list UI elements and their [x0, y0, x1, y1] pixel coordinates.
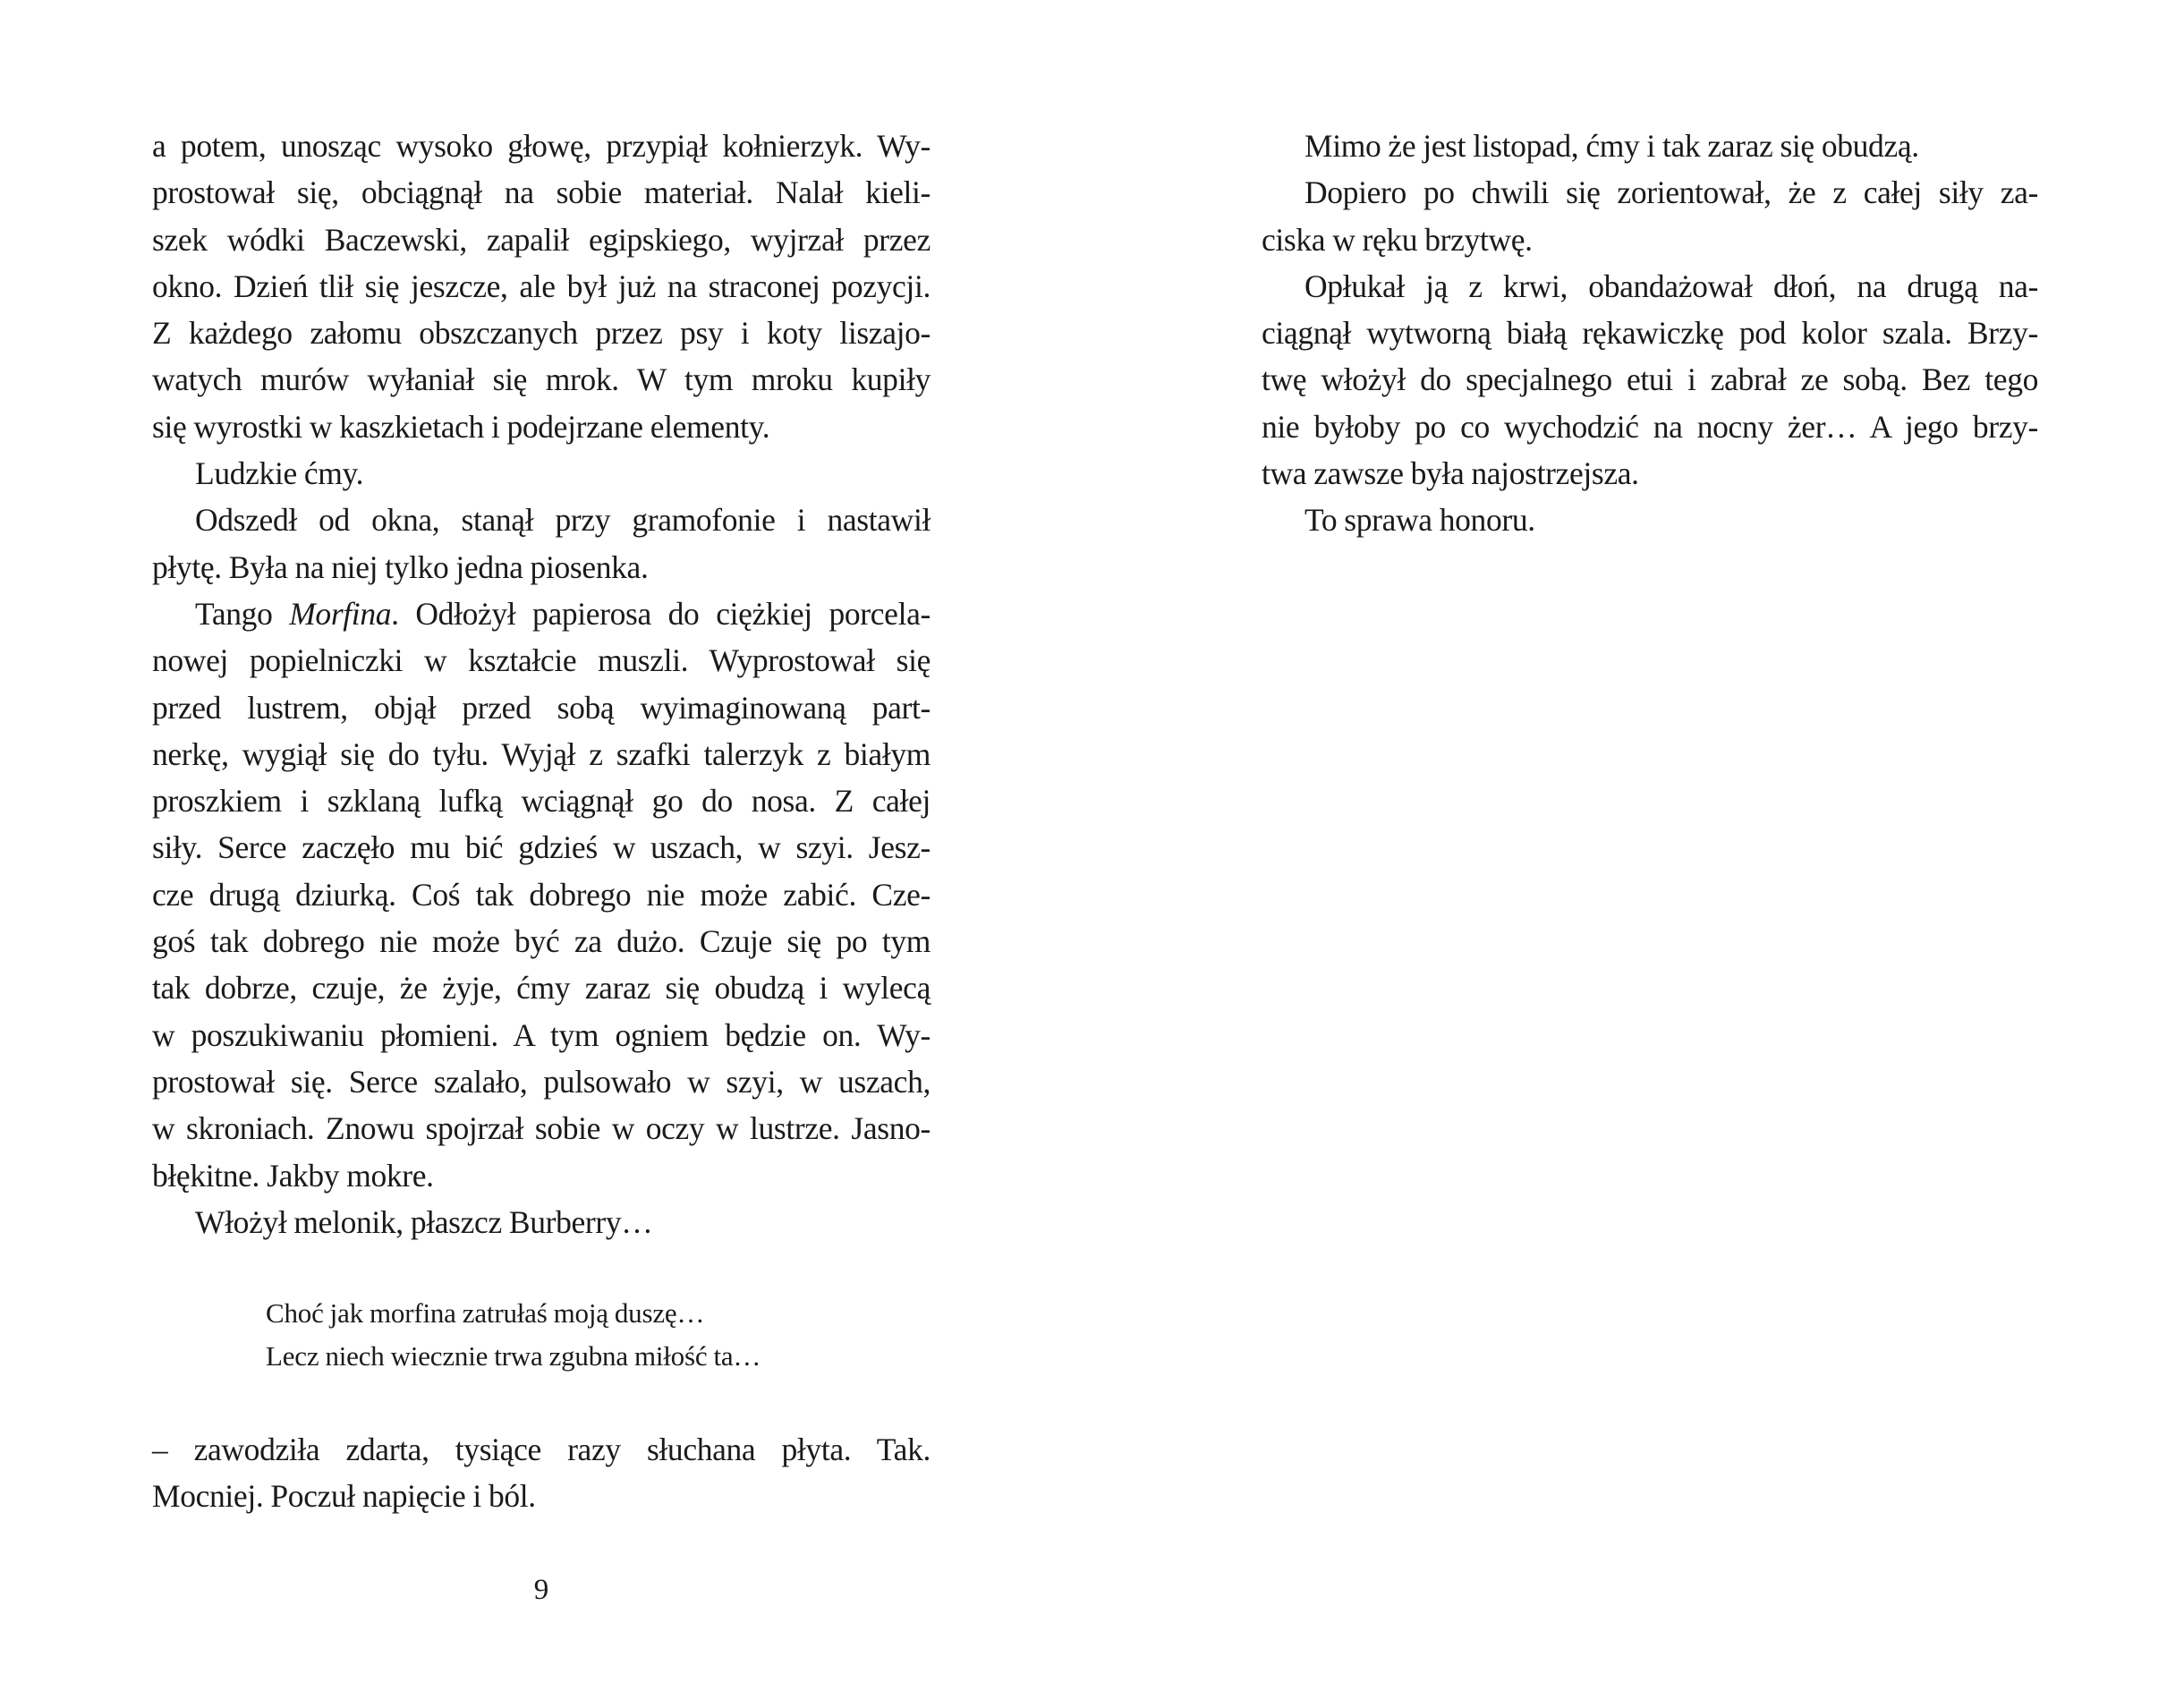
text-line: tak dobrze, czuje, że żyje, ćmy zaraz się obudzą i wylecą: [152, 970, 931, 1007]
text-line: – zawodziła zdarta, tysiące razy słuchana płyta. Tak.: [152, 1432, 931, 1468]
paragraph: [1262, 497, 2038, 543]
text-line: szek wódki Baczewski, zapalił egipskiego, wyjrzał przez: [152, 221, 931, 258]
text-line: cze drugą dziurką. Coś tak dobrego nie może zabić. Cze-: [152, 876, 931, 913]
text-line: twa zawsze była najostrzejsza.: [1262, 455, 1639, 492]
paragraph: [1262, 169, 2038, 263]
text-line: Z każdego załomu obszczanych przez psy i koty liszajo-: [152, 315, 931, 352]
text-line: Mimo że jest listopad, ćmy i tak zaraz się obudzą.: [1304, 128, 1919, 164]
text-line: w skroniach. Znowu spojrzał sobie w oczy w lustrze. Jasno-: [152, 1110, 931, 1147]
right-text-column: [1262, 123, 2038, 544]
text-line: a potem, unosząc wysoko głowę, przypiął kołnierzyk. Wy-: [152, 128, 931, 164]
paragraph: [152, 591, 931, 1199]
text-line: Włożył melonik, płaszcz Burberry…: [195, 1203, 653, 1240]
text-line: przed lustrem, objął przed sobą wyimaginowaną part-: [152, 689, 931, 726]
text-line: Odszedł od okna, stanął przy gramofonie i nastawił: [195, 502, 931, 539]
song-title: Morfina: [289, 595, 392, 632]
text-fragment: Tango: [195, 595, 290, 632]
text-line: płytę. Była na niej tylko jedna piosenka.: [152, 548, 649, 585]
left-text-column: [152, 123, 931, 1520]
right-page: [1092, 0, 2184, 1708]
text-line: nerkę, wygiął się do tyłu. Wyjął z szafki talerzyk z białym: [152, 735, 931, 772]
verse-line: Lecz niech wiecznie trwa zgubna miłość ta…: [266, 1340, 761, 1372]
paragraph: [152, 1199, 931, 1245]
text-fragment: . Odłożył papierosa do ciężkiej porcela-: [391, 595, 931, 632]
text-line: siły. Serce zaczęło mu bić gdzieś w uszach, w szyi. Jesz-: [152, 829, 931, 866]
text-line: nowej popielniczki w kształcie muszli. Wyprostował się: [152, 642, 931, 679]
page-number: 9: [533, 1574, 549, 1606]
song-verse: [152, 1292, 931, 1378]
text-line: [152, 591, 931, 637]
paragraph: [1262, 263, 2038, 497]
paragraph: [152, 497, 931, 591]
text-line: Dopiero po chwili się zorientował, że z całej siły za-: [1304, 174, 2038, 211]
text-line: goś tak dobrego nie może być za dużo. Czuje się po tym: [152, 923, 931, 960]
text-line: Mocniej. Poczuł napięcie i ból.: [152, 1478, 536, 1515]
text-line: watych murów wyłaniał się mrok. W tym mroku kupiły: [152, 361, 931, 398]
text-line: prostował się, obciągnął na sobie materiał. Nalał kieli-: [152, 174, 931, 211]
text-line: okno. Dzień tlił się jeszcze, ale był już na straconej pozycji.: [152, 268, 931, 304]
paragraph: [152, 123, 931, 450]
text-line: To sprawa honoru.: [1304, 502, 1535, 539]
text-line: Ludzkie ćmy.: [195, 455, 364, 492]
text-line: Opłukał ją z krwi, obandażował dłoń, na drugą na-: [1304, 268, 2038, 304]
text-line: twę włożył do specjalnego etui i zabrał ze sobą. Bez tego: [1262, 361, 2038, 398]
text-line: w poszukiwaniu płomieni. A tym ogniem będzie on. Wy-: [152, 1016, 931, 1053]
text-line: ciągnął wytworną białą rękawiczkę pod kolor szala. Brzy-: [1262, 315, 2038, 352]
paragraph: [152, 450, 931, 497]
text-line: proszkiem i szklaną lufką wciągnął go do nosa. Z całej: [152, 783, 931, 820]
text-line: się wyrostki w kaszkietach i podejrzane elementy.: [152, 408, 770, 445]
paragraph: [1262, 123, 2038, 169]
verse-line: Choć jak morfina zatrułaś moją duszę…: [266, 1297, 705, 1330]
paragraph: [152, 1426, 931, 1520]
text-line: ciska w ręku brzytwę.: [1262, 221, 1533, 258]
text-line: błękitne. Jakby mokre.: [152, 1157, 434, 1194]
text-line: nie byłoby po co wychodzić na nocny żer… A jego brzy-: [1262, 408, 2038, 445]
text-line: prostował się. Serce szalało, pulsowało w szyi, w uszach,: [152, 1063, 931, 1100]
